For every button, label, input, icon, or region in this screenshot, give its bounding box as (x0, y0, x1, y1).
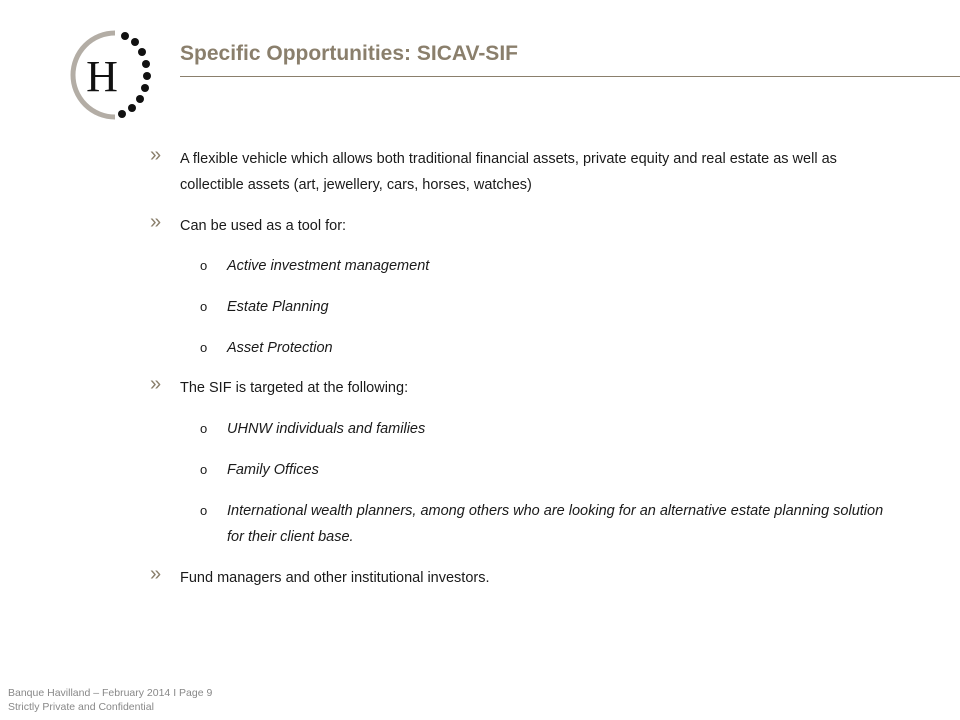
sub-item-text: Active investment management (227, 258, 430, 274)
sub-marker: o (200, 503, 208, 518)
bullet-marker: » (150, 563, 162, 585)
sub-marker: o (200, 299, 208, 314)
sub-marker: o (200, 421, 208, 436)
bullet-marker: » (150, 373, 162, 395)
sub-marker: o (200, 462, 208, 477)
sub-item-active-investment (200, 253, 887, 279)
sub-item-text: Family Offices (227, 462, 319, 478)
sub-item-text: Asset Protection (227, 340, 333, 356)
bullet-tool-for (150, 211, 840, 239)
bullet-text: The SIF is targeted at the following: (180, 380, 409, 396)
footer (8, 686, 212, 714)
sub-marker: o (200, 258, 208, 273)
bullet-flexible-vehicle (150, 144, 840, 198)
sub-item-text: International wealth planners, among others who are looking for an alternative estate planning solution for their client base. (227, 503, 884, 545)
sub-item-uhnw (200, 416, 887, 442)
bullet-text: A flexible vehicle which allows both traditional financial assets, private equity and real estate as well as collectible assets (art, jewellery, cars, horses, watches) (180, 151, 837, 193)
sub-item-text: Estate Planning (227, 299, 329, 315)
footer-confidential: Strictly Private and Confidential (8, 701, 154, 713)
page-title: Specific Opportunities: SICAV-SIF (180, 42, 518, 65)
sub-item-estate-planning (200, 294, 887, 320)
sub-marker: o (200, 340, 208, 355)
bullet-text: Can be used as a tool for: (180, 218, 347, 234)
bullet-marker: » (150, 211, 162, 233)
footer-page-info: Banque Havilland – February 2014 I Page 9 (8, 687, 213, 699)
sub-item-wealth-planners (200, 498, 887, 550)
bullet-marker: » (150, 144, 162, 166)
sub-item-text: UHNW individuals and families (227, 421, 426, 437)
sub-item-family-offices (200, 457, 887, 483)
logo-letter: H (86, 52, 118, 101)
sub-item-asset-protection (200, 335, 887, 361)
bullet-fund-managers (150, 563, 840, 591)
bullet-text: Fund managers and other institutional investors. (180, 570, 490, 586)
bullet-targeted-at (150, 373, 840, 401)
